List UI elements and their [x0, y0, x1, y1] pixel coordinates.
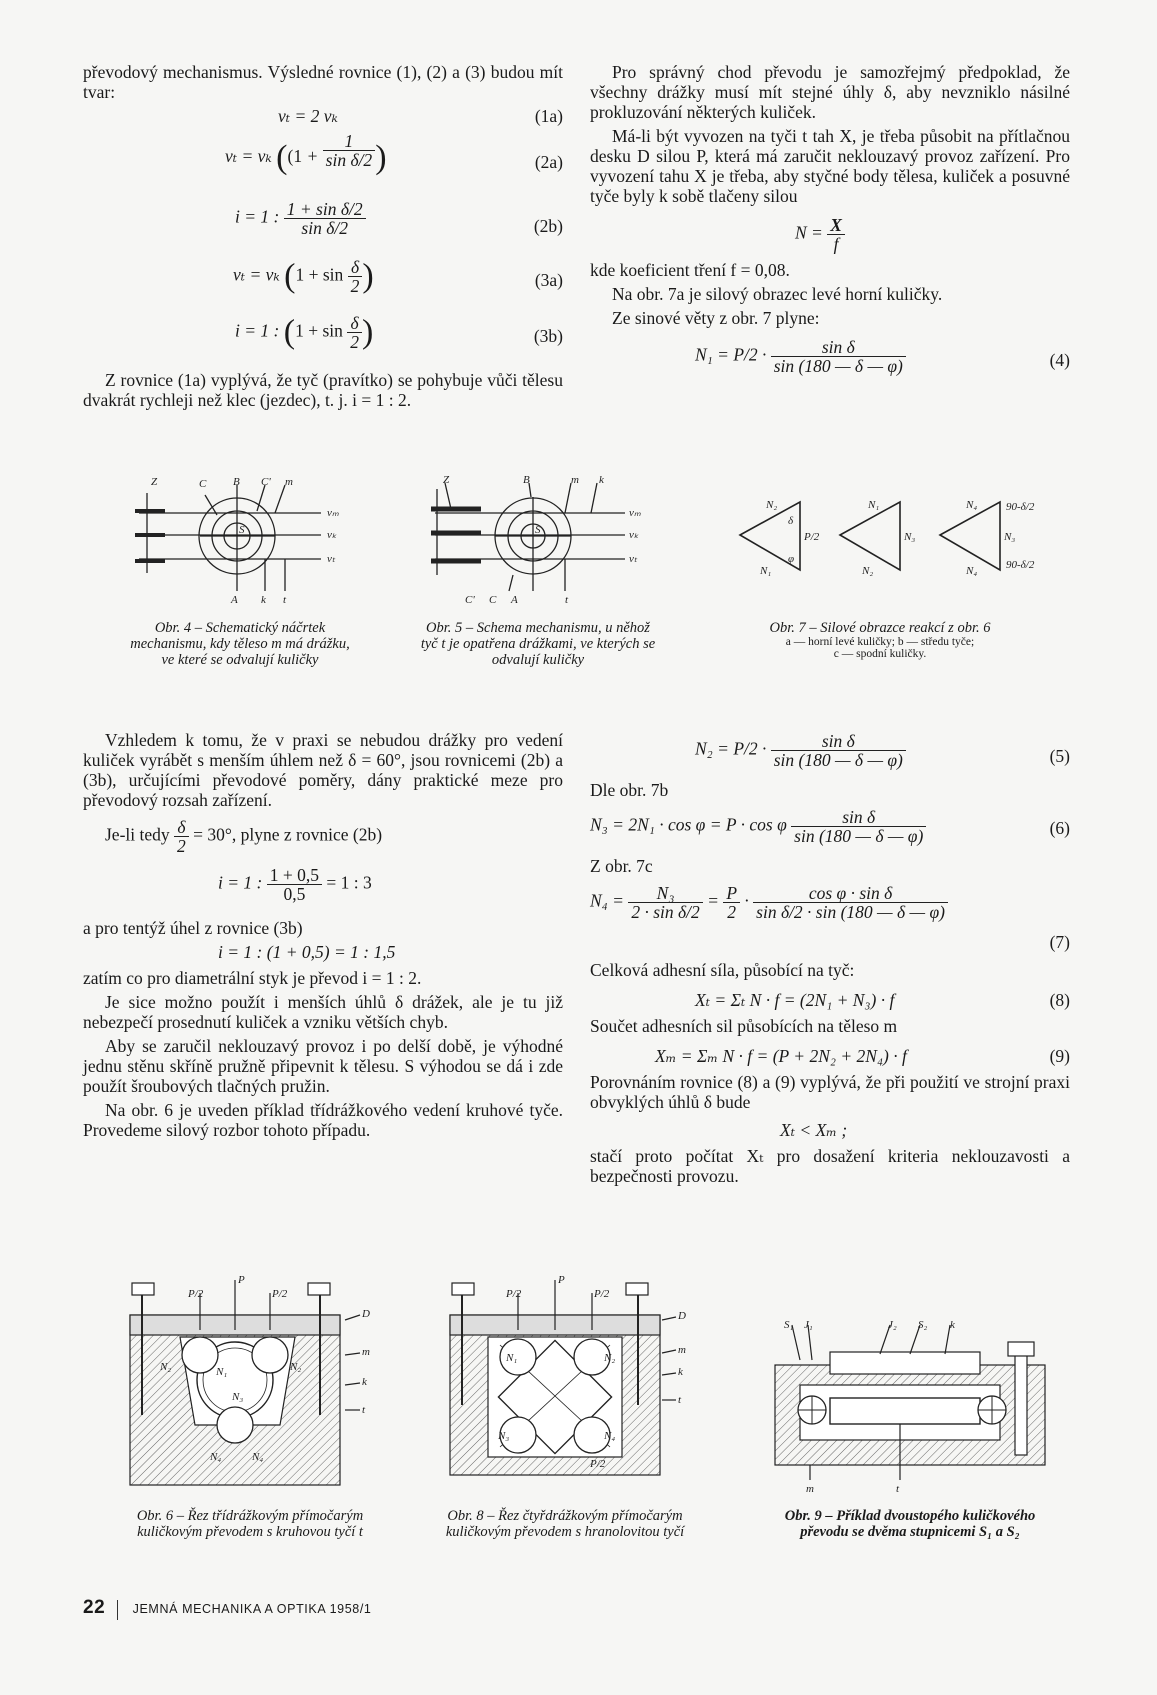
fig6-label-t: t — [362, 1404, 366, 1416]
fig8-label-t: t — [678, 1394, 682, 1406]
fig5-label-C: C — [489, 594, 497, 606]
fig8-label-P: P — [558, 1275, 565, 1286]
equation-ratio-3: i = 1 : $\frac{1 + 0,5}{0,5}$ = 1 : 3 — [218, 865, 372, 904]
fig4-label-m: m — [285, 476, 293, 488]
fig9-label-S1: S₁ — [784, 1320, 794, 1331]
fig6-label-P: P — [238, 1275, 245, 1286]
right-column-mid — [590, 728, 1070, 1190]
fig4-label-t: t — [283, 594, 287, 606]
equation-N: N = $\frac{X}{f}$ — [795, 210, 1070, 260]
paragraph-same-angles: Pro správný chod převodu je samozřejmý předpoklad, že všechny drážky musí mít stejné úhly δ, aby nevzniklo násilné prokluzování některých kuliček. — [590, 62, 1070, 122]
fig5-label-C-prime: C' — [465, 594, 475, 606]
equation-3b: i = 1 : (1 + sin $\frac{\delta}{2}$ ) (3b) — [235, 313, 563, 352]
fig6-caption: Obr. 6 – Řez třídrážkovým přímočarým kuličkovým převodem s kruhovou tyčí t — [136, 1508, 364, 1540]
paragraph-body-adhesion: Součet adhesních sil působících na těleso m — [590, 1016, 898, 1036]
fig6-label-N3: N₃ — [232, 1391, 244, 1403]
paragraph-smaller-angles: Je sice možno použít i menších úhlů δ drážek, ale je tu již nebezpečí prosednutí kuliček a vzniku větších chyb. — [83, 992, 563, 1032]
fig5-label-m: m — [571, 475, 579, 486]
fig9-label-m: m — [806, 1483, 814, 1495]
equation-4: N₁ = P/2 · $\frac{\text{sin δ}}{\sin (180 — \delta — \varphi)}$ (4) — [695, 337, 1070, 376]
equation-2b: i = 1 : $\frac{\text{1 + sin δ/2}}{\text{sin δ/2}}$ (2b) — [235, 199, 563, 238]
fig4-label-k: k — [261, 594, 266, 606]
paragraph-same-angle: a pro tentýž úhel z rovnice (3b) — [83, 918, 303, 938]
fig8-caption: Obr. 8 – Řez čtyřdrážkovým přímočarým kuličkovým převodem s hranolovitou tyčí — [445, 1508, 685, 1540]
fig4-label-vt: vₜ — [327, 553, 336, 565]
journal-name: JEMNÁ MECHANIKA A OPTIKA 1958/1 — [132, 1602, 372, 1616]
fig9-label-k: k — [950, 1320, 955, 1331]
fig5-label-S: S — [535, 524, 541, 536]
fig7b-label-N3: N₃ — [904, 531, 916, 543]
conclusion-paragraph: Z rovnice (1a) vyplývá, že tyč (pravítko) se pohybuje vůči tělesu dvakrát rychleji než klec (jezdec), t. j. i = 1 : 2. — [83, 370, 563, 410]
figure-9-two-track — [770, 1320, 1060, 1495]
fig8-label-m: m — [678, 1344, 686, 1356]
page-number: 22 — [83, 1597, 106, 1618]
equation-5: N₂ = P/2 · $\frac{\text{sin δ}}{\sin (180 — \delta — \varphi)}$ (5) — [695, 731, 1070, 770]
fig8-label-P2-bottom: P/2 — [590, 1458, 606, 1470]
fig9-caption: Obr. 9 – Příklad dvoustopého kuličkového převodu se dvěma stupnicemi S₁ a S₂ — [784, 1508, 1036, 1540]
fig6-label-k: k — [362, 1376, 367, 1388]
fig6-label-P2-left: P/2 — [188, 1288, 204, 1300]
fig4-label-A: A — [231, 594, 238, 606]
equation-7: N₄ = $\frac{\text{N₃}}{\text{2 · sin δ/2}}$ = $\frac{P}{2}$ · $\frac{\text{cos φ · sin δ}}{\text{sin δ/2 · sin (180 — δ — φ)}}$ (7) — [590, 883, 1070, 952]
figure-6-three-groove — [120, 1275, 380, 1500]
fig6-label-P2-right: P/2 — [272, 1288, 288, 1300]
fig7a-label-P2: P/2 — [804, 531, 820, 543]
equation-half-angle: Je-li tedy $\frac{\delta}{2}$ = 30°, plyne z rovnice (2b) — [105, 817, 383, 856]
fig4-label-C: C — [199, 478, 207, 490]
fig5-label-vk: vₖ — [629, 529, 639, 541]
fig7b-label-N1: N₁ — [868, 499, 880, 511]
fig6-label-N2-left: N₂ — [160, 1361, 172, 1373]
page-footer — [83, 1597, 371, 1620]
fig4-label-C-prime: C' — [261, 476, 271, 488]
label-dle-obr-7b: Dle obr. 7b — [590, 780, 669, 800]
fig4-label-B: B — [233, 476, 240, 488]
fig7c-label-N3: N₃ — [1004, 531, 1016, 543]
fig9-label-J1: J₁ — [804, 1320, 813, 1331]
fig5-label-Z: Z — [443, 475, 450, 486]
fig8-label-N2: N₂ — [604, 1352, 616, 1364]
paragraph-pull-force: Má-li být vyvozen na tyči t tah X, je třeba působit na přítlačnou desku D silou P, která má zaručit neklouzavý provoz zařízení. Pro vyvození tahu X je třeba, aby styčné body tělesa, kuliček a posuvné tyče byly k sobě tlačeny silou — [590, 126, 1070, 206]
fig8-label-k: k — [678, 1366, 683, 1378]
fig7a-label-N1: N₁ — [760, 565, 772, 577]
fig5-label-k: k — [599, 475, 604, 486]
fig7b-label-N2: N₂ — [862, 565, 874, 577]
fig5-label-vm: vₘ — [629, 507, 641, 519]
paragraph-fig7a: Na obr. 7a je silový obrazec levé horní kuličky. — [612, 284, 943, 304]
left-column-top — [83, 62, 563, 414]
figure-8-four-groove — [440, 1275, 700, 1500]
paragraph-practical-limits: Vzhledem k tomu, že v praxi se nebudou drážky pro vedení kuliček vyrábět s menším úhlem než δ = 60°, jsou rovnicemi (2b) a (3b), určujícími převodové poměry, dány praktické meze pro převodový rozsah zařízení. — [83, 730, 563, 810]
paragraph-comparison: Porovnáním rovnice (8) a (9) vyplývá, že při použití ve strojní praxi obvyklých úhlů δ bude — [590, 1072, 1070, 1112]
fig5-label-t: t — [565, 594, 569, 606]
fig4-label-Z: Z — [151, 476, 158, 488]
fig5-label-A: A — [511, 594, 518, 606]
paragraph-diametral: zatím co pro diametrální styk je převod i = 1 : 2. — [83, 968, 422, 988]
fig8-label-N1: N₁ — [506, 1352, 518, 1364]
fig8-label-N4: N₄ — [604, 1430, 616, 1442]
figure-7-force-diagrams — [730, 490, 1060, 590]
paragraph-criterion: stačí proto počítat Xₜ pro dosažení kriteria neklouzavosti a bezpečnosti provozu. — [590, 1146, 1070, 1186]
equation-3a: vₜ = vₖ (1 + sin $\frac{\delta}{2}$ ) (3a) — [233, 257, 563, 296]
fig7c-label-N4: N₄ — [966, 499, 978, 511]
fig6-label-N4-right: N₄ — [252, 1451, 264, 1463]
label-z-obr-7c: Z obr. 7c — [590, 856, 653, 876]
right-column-top — [590, 62, 1070, 382]
paragraph-fig6-intro: Na obr. 6 je uveden příklad třídrážkového vedení kruhové tyče. Provedeme silový rozbor tohoto případu. — [83, 1100, 563, 1140]
fig7a-label-delta: δ — [788, 515, 794, 527]
fig6-label-N1: N₁ — [216, 1366, 228, 1378]
equation-2a: vₜ = vₖ ((1 + $\frac{1}{\text{sin δ/2}}$ ) (2a) — [225, 131, 563, 176]
equation-9: Xₘ = Σₘ N · f = (P + 2N₂ + 2N₄) · f (9) — [655, 1046, 1070, 1066]
equation-8: Xₜ = Σₜ N · f = (2N₁ + N₃) · f (8) — [695, 990, 1070, 1010]
fig7c-label-angle-top: 90-δ/2 — [1006, 501, 1035, 513]
paragraph-springs: Aby se zaručil neklouzavý provoz i po delší době, je výhodné jednu stěnu skříně pružně připevnit k tělesu. S výhodou se dá i zde použít šroubových tlačných pružin. — [83, 1036, 563, 1096]
figure-4-schematic — [125, 475, 375, 615]
footer-separator — [117, 1600, 118, 1620]
friction-coef: kde koeficient tření f = 0,08. — [590, 260, 790, 280]
fig7-caption: Obr. 7 – Silové obrazce reakcí z obr. 6 a — horní levé kuličky; b — středu tyče; c — spodní kuličky. — [769, 620, 991, 660]
fig7c-label-N4-lower: N₄ — [966, 565, 978, 577]
fig6-label-D: D — [362, 1308, 370, 1320]
left-column-mid — [83, 730, 563, 1144]
fig4-label-S: S — [239, 524, 245, 536]
equation-ratio-1-5: i = 1 : (1 + 0,5) = 1 : 1,5 — [218, 942, 396, 962]
fig4-label-vk: vₖ — [327, 529, 337, 541]
equation-1a: vₜ = 2 vₖ (1a) — [278, 106, 563, 126]
fig4-label-vm: vₘ — [327, 507, 339, 519]
fig9-label-S2: S₂ — [918, 1320, 928, 1331]
fig9-label-J2: J₂ — [888, 1320, 897, 1331]
equation-6: N₃ = 2N₁ · cos φ = P · cos φ $\frac{\text{sin δ}}{\sin (180 — \delta — \varphi)}$ (6) — [590, 807, 1070, 846]
fig7a-label-phi: φ — [788, 553, 795, 565]
fig9-label-t: t — [896, 1483, 900, 1495]
fig6-label-m: m — [362, 1346, 370, 1358]
fig8-label-P2-left: P/2 — [506, 1288, 522, 1300]
fig4-caption: Obr. 4 – Schematický náčrtek mechanismu, kdy těleso m má drážku, ve které se odvalují kuličky — [130, 620, 350, 668]
fig7a-label-N2: N₂ — [766, 499, 778, 511]
fig6-label-N2-right: N₂ — [290, 1361, 302, 1373]
fig5-label-vt: vₜ — [629, 553, 638, 565]
fig7c-label-angle-bottom: 90-δ/2 — [1006, 559, 1035, 571]
figure-5-schematic — [425, 475, 655, 615]
fig5-caption: Obr. 5 – Schema mechanismu, u něhož tyč t je opatřena drážkami, ve kterých se odvalují kuličky — [420, 620, 656, 668]
paragraph-total-adhesion: Celková adhesní síla, působící na tyč: — [590, 960, 855, 980]
fig8-label-D: D — [678, 1310, 686, 1322]
fig6-label-N4-left: N₄ — [210, 1451, 222, 1463]
equation-inequality: Xₜ < Xₘ ; — [780, 1120, 848, 1140]
fig8-label-N3: N₃ — [498, 1430, 510, 1442]
paragraph-sine-rule: Ze sinové věty z obr. 7 plyne: — [612, 308, 820, 328]
intro-paragraph: převodový mechanismus. Výsledné rovnice (1), (2) a (3) budou mít tvar: — [83, 62, 563, 102]
fig5-label-B: B — [523, 475, 530, 486]
fig8-label-P2-right: P/2 — [594, 1288, 610, 1300]
